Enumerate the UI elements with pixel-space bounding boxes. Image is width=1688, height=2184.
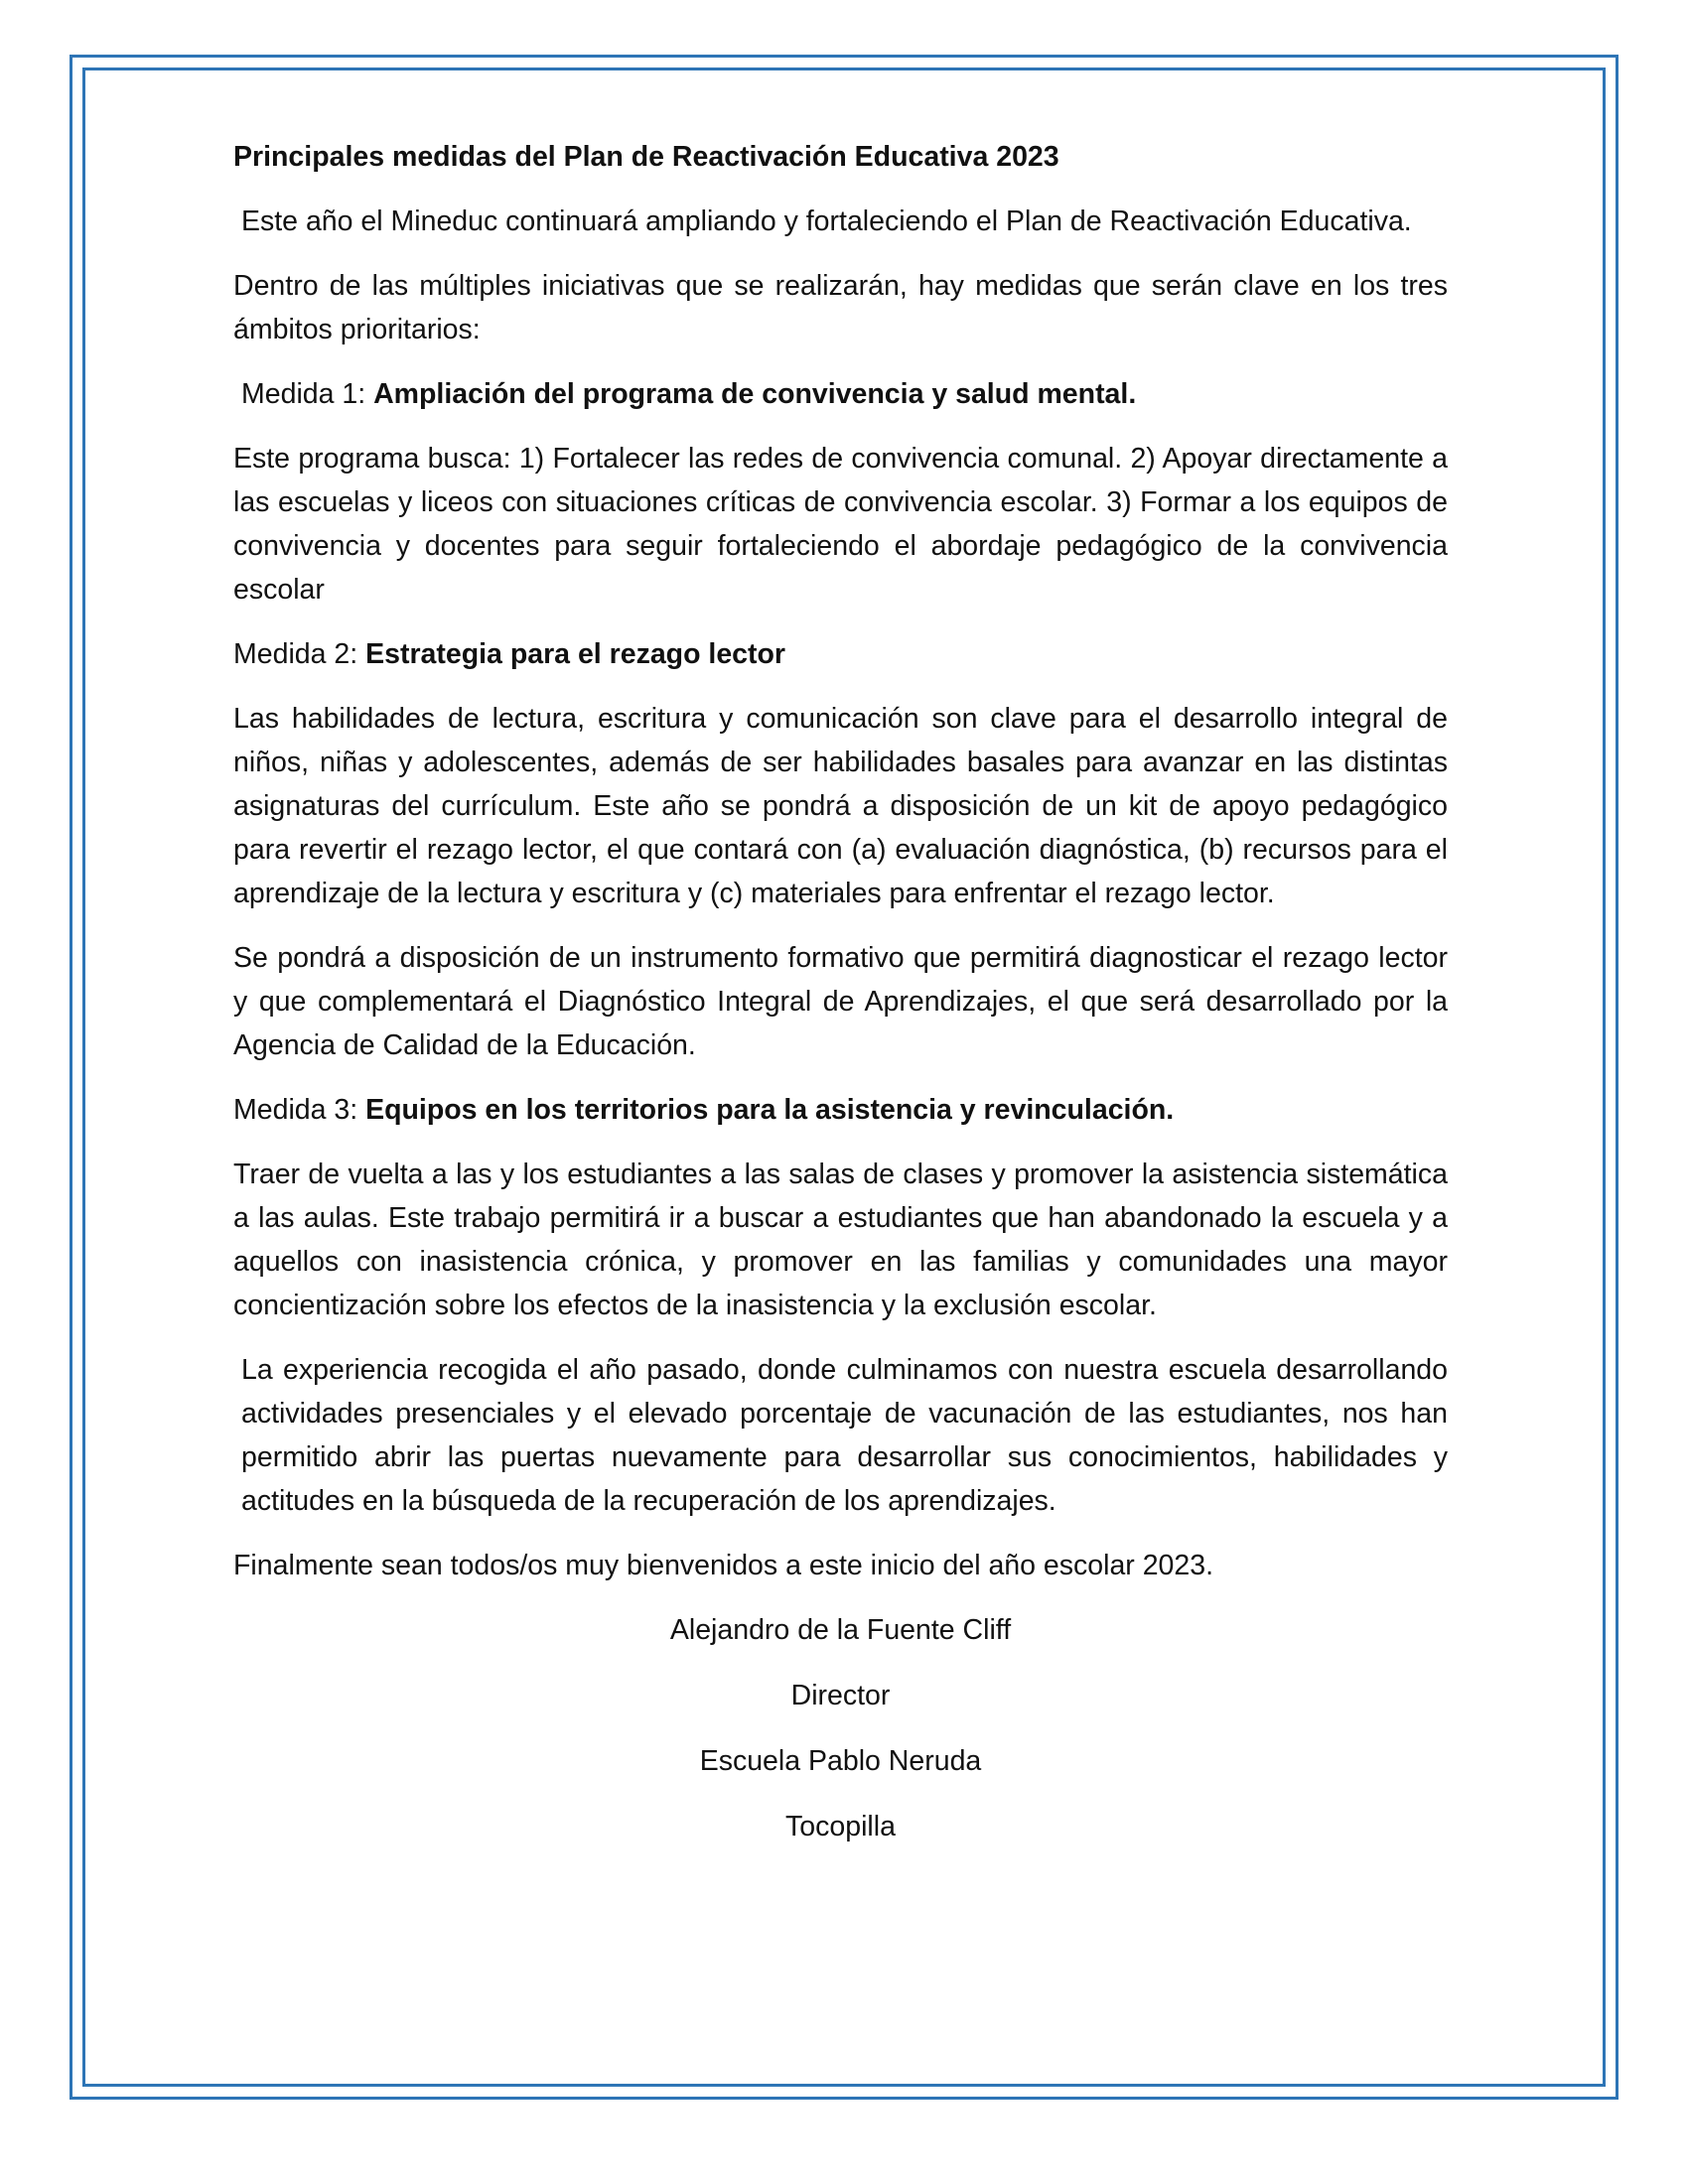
intro-paragraph-1: Este año el Mineduc continuará ampliando y fortaleciendo el Plan de Reactivación Educativa.: [241, 205, 1412, 237]
signature-city: Tocopilla: [785, 1811, 896, 1843]
measure-1-heading: [233, 372, 1448, 416]
signature-school: Escuela Pablo Neruda: [699, 1745, 982, 1777]
measure-1-paragraph: Este programa busca: 1) Fortalecer las redes de convivencia comunal. 2) Apoyar directamente a las escuelas y liceos con situaciones críticas de convivencia escolar. 3) Formar a los equipos de convivencia y docentes para seguir fortaleciendo el abordaje pedagógico de la convivencia escolar: [233, 443, 1448, 606]
measure-1-label: Medida 1:: [241, 378, 374, 410]
measure-2-paragraph-2: Se pondrá a disposición de un instrumento formativo que permitirá diagnosticar el rezago lector y que complementará el Diagnóstico Integral de Aprendizajes, el que será desarrollado por la Agencia de Calidad de la Educación.: [233, 942, 1448, 1061]
measure-3-heading: [233, 1088, 1448, 1132]
measure-2-paragraph-1: Las habilidades de lectura, escritura y comunicación son clave para el desarrollo integral de niños, niñas y adolescentes, además de ser habilidades basales para avanzar en las distintas asignaturas del currículum. Este año se pondrá a disposición de un kit de apoyo pedagógico para revertir el rezago lector, el que contará con (a) evaluación diagnóstica, (b) recursos para el aprendizaje de la lectura y escritura y (c) materiales para enfrentar el rezago lector.: [233, 703, 1448, 909]
measure-1-title: Ampliación del programa de convivencia y salud mental.: [373, 378, 1137, 410]
measure-2-heading: [233, 632, 1448, 676]
intro-paragraph-2: Dentro de las múltiples iniciativas que se realizarán, hay medidas que serán clave en los tres ámbitos prioritarios:: [233, 270, 1448, 345]
signature-role: Director: [790, 1680, 891, 1711]
measure-3-label: Medida 3:: [233, 1094, 366, 1126]
closing-paragraph-2: Finalmente sean todos/os muy bienvenidos a este inicio del año escolar 2023.: [233, 1550, 1214, 1581]
closing-paragraph-1: La experiencia recogida el año pasado, donde culminamos con nuestra escuela desarrollando actividades presenciales y el elevado porcentaje de vacunación de las estudiantes, nos han permitido abrir las puertas nuevamente para desarrollar sus conocimientos, habilidades y actitudes en la búsqueda de la recuperación de los aprendizajes.: [241, 1354, 1448, 1517]
document-title: Principales medidas del Plan de Reactivación Educativa 2023: [233, 141, 1059, 173]
signature-name: Alejandro de la Fuente Cliff: [669, 1614, 1012, 1646]
document-body: [233, 135, 1448, 1870]
measure-2-title: Estrategia para el rezago lector: [365, 638, 786, 670]
measure-3-title: Equipos en los territorios para la asistencia y revinculación.: [365, 1094, 1175, 1126]
measure-2-label: Medida 2:: [233, 638, 366, 670]
measure-3-paragraph: Traer de vuelta a las y los estudiantes a las salas de clases y promover la asistencia sistemática a las aulas. Este trabajo permitirá ir a buscar a estudiantes que han abandonado la escuela y a aquellos con inasistencia crónica, y promover en las familias y comunidades una mayor concientización sobre los efectos de la inasistencia y la exclusión escolar.: [233, 1159, 1448, 1321]
